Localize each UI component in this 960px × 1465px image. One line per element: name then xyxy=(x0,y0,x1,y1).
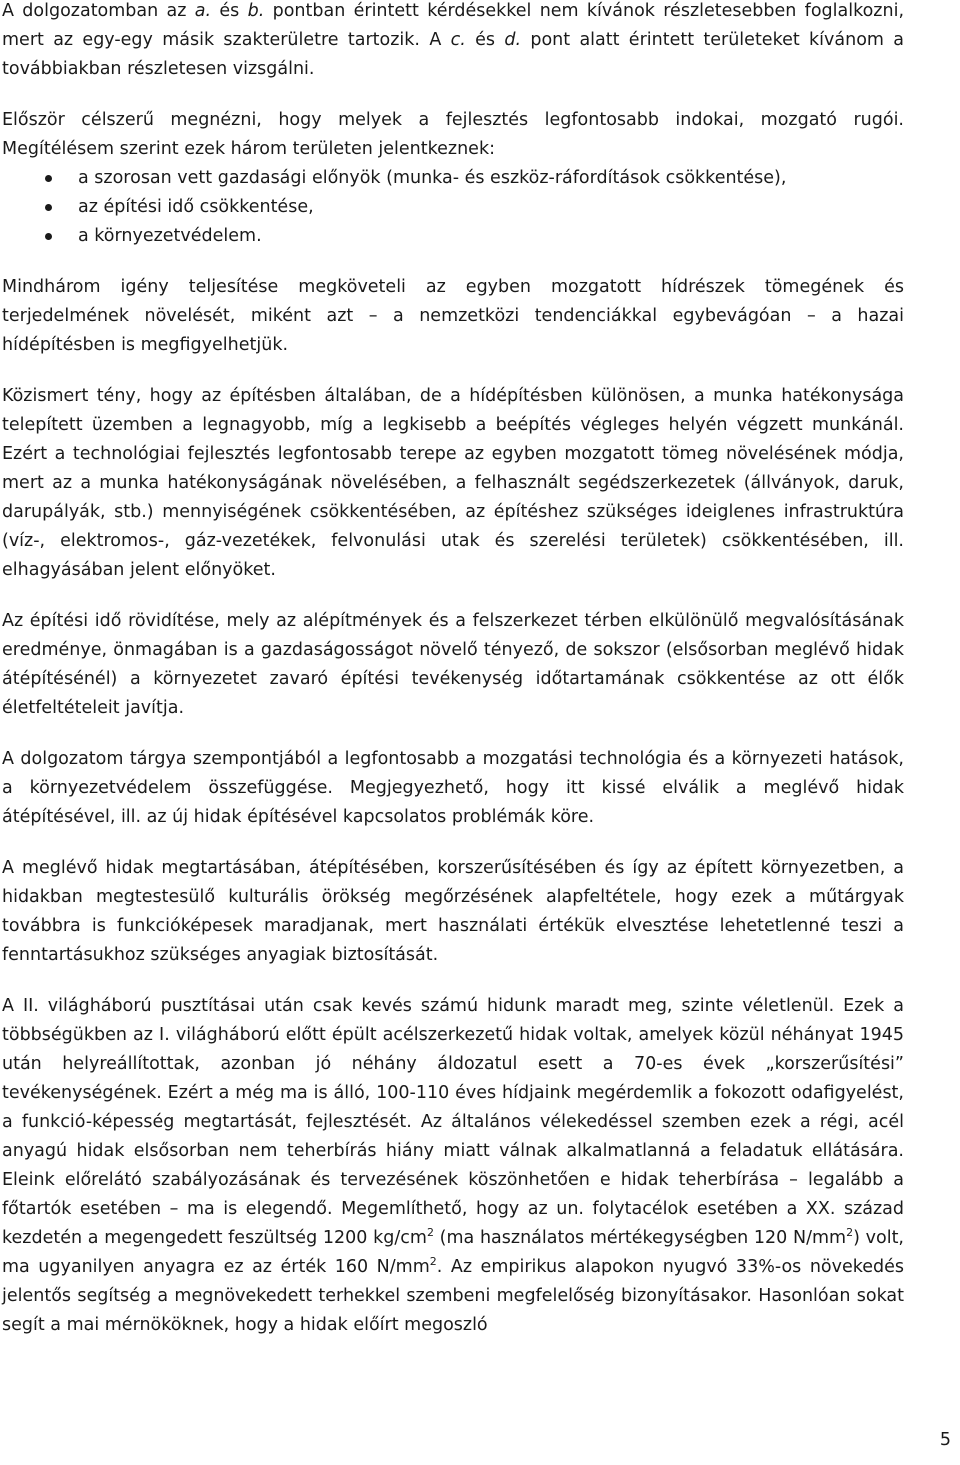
list-item: az építési idő csökkentése, xyxy=(2,193,904,222)
point-c: c. xyxy=(450,30,466,50)
superscript: 2 xyxy=(426,1226,434,1240)
paragraph-efficiency: Közismert tény, hogy az építésben általában, de a hídépítésben különösen, a munka hatékonysága telepített üzemben a legnagyobb, míg a legkisebb a beépítés végleges helyén végzett munkánál. Ezért a technológiai fejlesztés legfontosabb terepe az egyben mozgatott tömeg növelésének módja, mert az a munka hatékonyságának növelésében, a felhasznált segédszerkezetek (állványok, daruk, darupályák, stb.) mennyiségének csökkentésében, az építéshez szükséges ideiglenes infrastruktúra (víz-, elektromos-, gáz-vezetékek, felvonulási utak és szerelési területek) csökkentésében, ill. elhagyásában jelent előnyöket. xyxy=(2,386,904,580)
text-span: A II. világháború pusztításai után csak kevés számú hidunk maradt meg, szinte véletlenül. Ezek a többségükben az I. világháború előtt épült acélszerkezetű hidak voltak, amelyek közül néhányat 1945 után helyreállítottak, azonban jó néhány áldozatul esett a 70-es évek „korszerűsítési” tevékenységének. Ezért a még ma is álló, 100-110 éves hídjaink megérdemlik a fokozott odafigyelést, a funkció-képesség megtartását, fejlesztését. Az általános vélekedéssel szemben ezek a régi, acél anyagú hidak elsősorban nem teherbírás hiány miatt válnak alkalmatlanná a feladatuk ellátására. Eleink előrelátó szabályozásának és tervezésének köszönhetően e hidak teherbírása – legalább a főtartók esetében – ma is elegendő. Megemlíthető, hogy az un. folytacélok esetében a XX. század kezdetén a megengedett feszültség 1200 kg/cm xyxy=(2,996,904,1248)
text-span: A dolgozatomban az xyxy=(2,1,195,21)
text-span: és xyxy=(211,1,248,21)
list-item: a környezetvédelem. xyxy=(2,222,904,251)
paragraph-intro xyxy=(2,0,904,84)
paragraph-reasons: Először célszerű megnézni, hogy melyek a fejlesztés legfontosabb indokai, mozgató rugói. Megítélésem szerint ezek három területen jelentkeznek: xyxy=(2,110,904,159)
text-span: pontban érintett kérdésekkel nem kívánok részletesebben foglalkozni, mert az egy-egy másik szakterületre tartozik. A xyxy=(2,1,905,50)
text-span: ) volt, ma ugyanilyen anyagra ez az érték 160 N/mm xyxy=(2,1228,904,1277)
list-item: a szorosan vett gazdasági előnyök (munka- és eszköz-ráfordítások csökkentése), xyxy=(2,164,904,193)
text-span: . Az empirikus alapokon nyugvó 33%-os növekedés jelentős segítség a megnövekedett terhekkel szembeni megfelelőség bizonyításakor. Hasonlóan sokat segít a mai mérnököknek, hogy a hidak előírt megoszló xyxy=(2,1257,905,1335)
paragraph-heritage: A meglévő hidak megtartásában, átépítésében, korszerűsítésében és így az épített környezetben, a hidakban megtestesülő kulturális örökség megőrzésének alapfeltétele, hogy ezek a műtárgyak továbbra is funkcióképesek maradjanak, mert használati értékük elvesztése lehetetlenné teszi a fenntartásukhoz szükséges anyagiak biztosítását. xyxy=(2,858,904,965)
point-d: d. xyxy=(504,30,522,50)
text-span: és xyxy=(465,30,505,50)
point-b: b. xyxy=(247,1,265,21)
paragraph-subject: A dolgozatom tárgya szempontjából a legfontosabb a mozgatási technológia és a környezeti hatások, a környezetvédelem összefüggése. Megjegyezhető, hogy itt kissé elválik a meglévő hidak átépítésével, ill. az új hidak építésével kapcsolatos problémák köre. xyxy=(2,749,904,827)
reasons-list xyxy=(2,164,904,251)
text-span: pont alatt érintett területeket kívánom a továbbiakban részletesen vizsgálni. xyxy=(2,30,904,79)
superscript: 2 xyxy=(846,1226,854,1240)
paragraph-construction-time: Az építési idő rövidítése, mely az alépítmények és a felszerkezet térben elkülönülő megvalósításának eredménye, önmagában is a gazdaságosságot növelő tényező, de sokszor (elsősorban meglévő hidak átépítésénél) a környezetet zavaró építési tevékenység időtartamának csökkentése az ott élők életfeltételeit javítja. xyxy=(2,611,904,718)
point-a: a. xyxy=(194,1,212,21)
page-number: 5 xyxy=(939,1430,951,1450)
superscript: 2 xyxy=(429,1255,437,1269)
text-span: (ma használatos mértékegységben 120 N/mm xyxy=(433,1228,847,1248)
paragraph-history xyxy=(2,992,904,1340)
paragraph-requirements: Mindhárom igény teljesítése megköveteli az egyben mozgatott hídrészek tömegének és terjedelmének növelését, miként azt – a nemzetközi tendenciákkal egybevágóan – a hazai hídépítésben is megfigyelhetjük. xyxy=(2,277,904,355)
body-text xyxy=(2,0,904,1340)
